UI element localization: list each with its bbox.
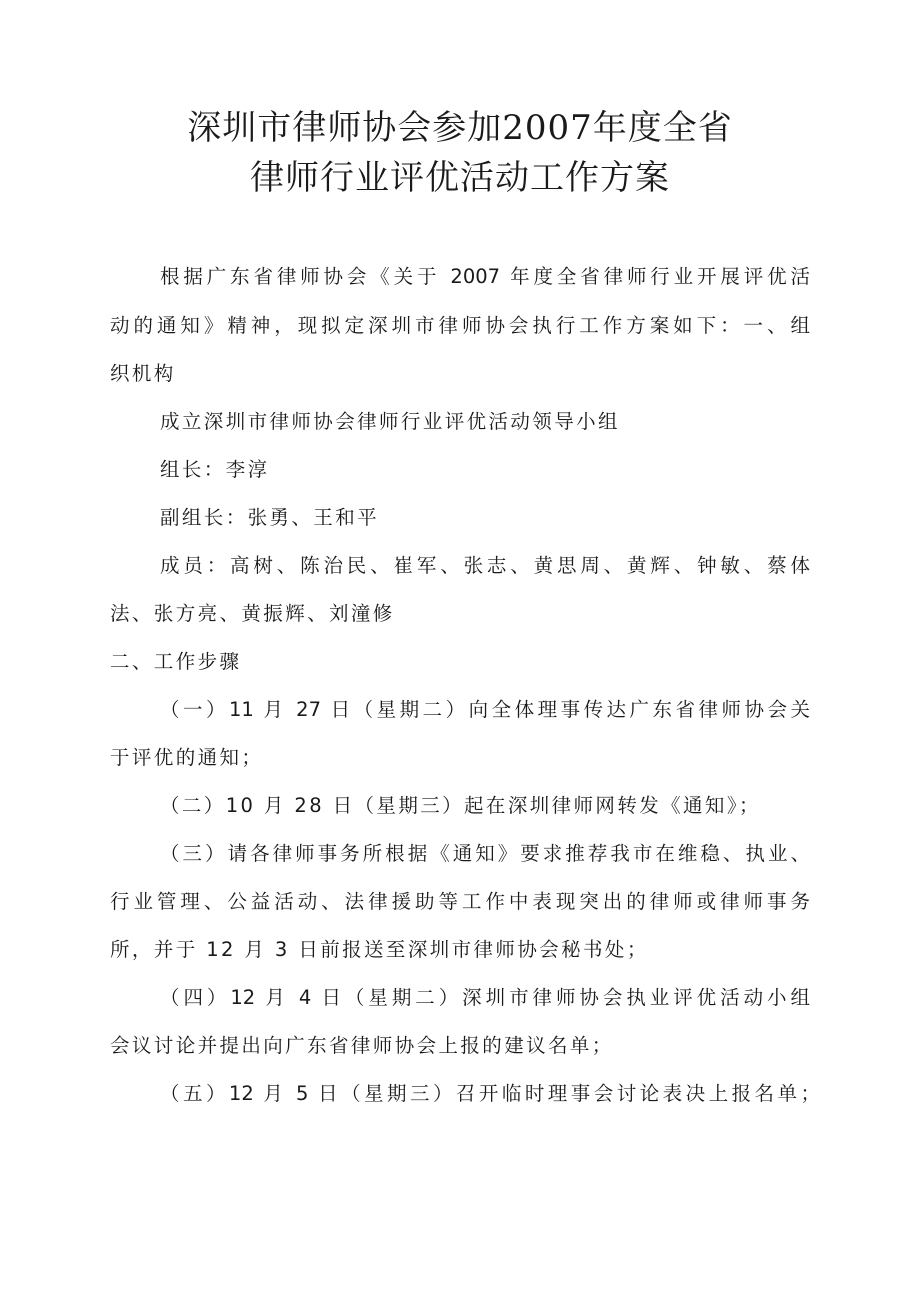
- intro-line-1: 根据广东省律师协会《关于 2007 年度全省律师行业开展评优活: [160, 265, 810, 288]
- step-4-line-1: （四）12 月 4 日（星期二）深圳市律师协会执业评优活动小组: [160, 986, 810, 1009]
- document-title-line-1: 深圳市律师协会参加2007年度全省: [187, 108, 733, 148]
- step-2-line: （二）10 月 28 日（星期三）起在深圳律师网转发《通知》；: [160, 794, 761, 817]
- group-leader-line: 组长：李淳: [160, 458, 270, 481]
- step-1-line-1: （一）11 月 27 日（星期二）向全体理事传达广东省律师协会关: [160, 698, 810, 721]
- step-3-line-1: （三）请各律师事务所根据《通知》要求推荐我市在维稳、执业、: [160, 842, 810, 865]
- step-3-line-2: 行业管理、公益活动、法律援助等工作中表现突出的律师或律师事务: [110, 890, 810, 913]
- intro-line-3: 织机构: [110, 362, 176, 385]
- deputy-leader-line: 副组长：张勇、王和平: [160, 506, 380, 529]
- document-title-line-2: 律师行业评优活动工作方案: [250, 158, 670, 198]
- step-5-line: （五）12 月 5 日（星期三）召开临时理事会讨论表决上报名单；: [160, 1082, 820, 1105]
- members-line-1: 成员：高树、陈治民、崔军、张志、黄思周、黄辉、钟敏、蔡体: [160, 554, 810, 577]
- intro-line-2: 动的通知》精神，现拟定深圳市律师协会执行工作方案如下：一、组: [110, 314, 810, 337]
- members-line-2: 法、张方亮、黄振辉、刘潼修: [110, 602, 395, 625]
- step-4-line-2: 会议讨论并提出向广东省律师协会上报的建议名单；: [110, 1034, 614, 1057]
- leading-group-line: 成立深圳市律师协会律师行业评优活动领导小组: [160, 410, 620, 433]
- step-3-line-3: 所，并于 12 月 3 日前报送至深圳市律师协会秘书处；: [110, 938, 649, 961]
- step-1-line-2: 于评优的通知；: [110, 746, 264, 769]
- section-heading-work-steps: 二、工作步骤: [110, 650, 242, 673]
